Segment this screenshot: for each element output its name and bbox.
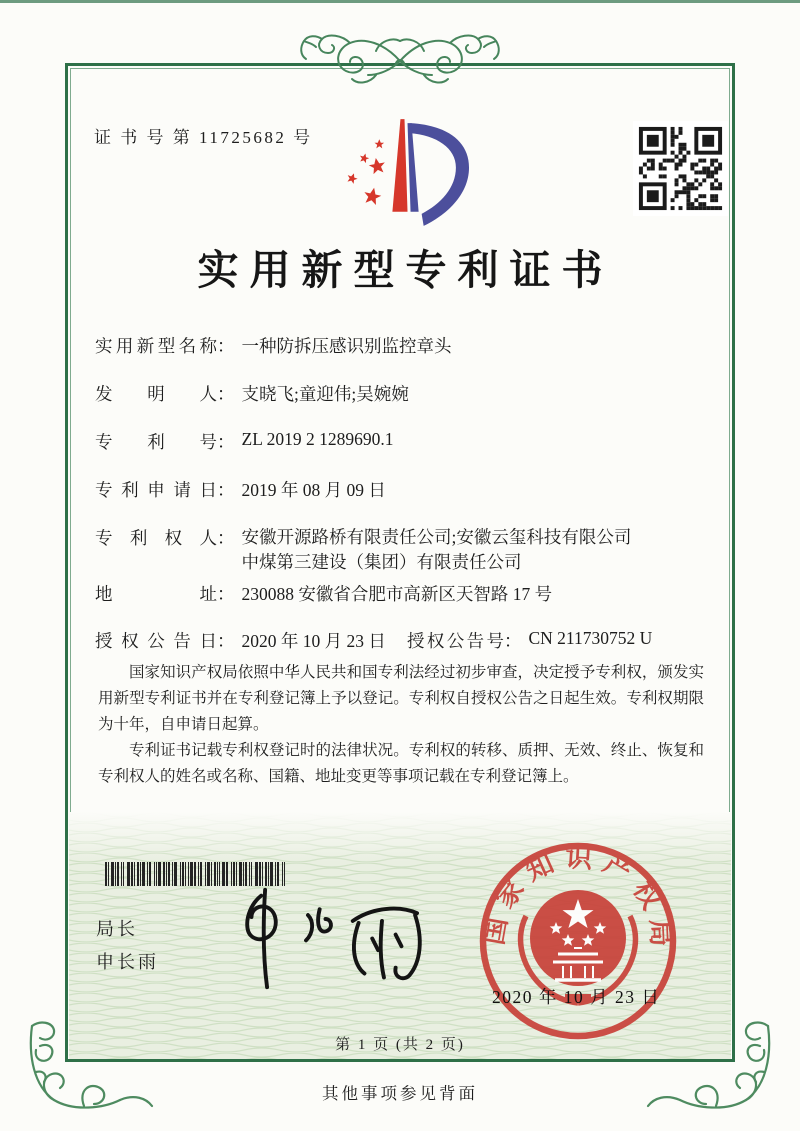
field-colon: ： [217,336,235,356]
field-label: 授权公告日 [95,631,217,651]
officer-name: 申长雨 [96,952,159,972]
field-value: 230088 安徽省合肥市高新区天智路 17 号 [241,584,553,604]
corner-flourish-icon [24,1016,164,1111]
field-value: 支晓飞;童迎伟;吴婉婉 [241,384,409,404]
field-label: 发明人 [95,384,217,404]
field-colon: ： [217,480,235,500]
field-label: 授权公告号 [407,631,504,651]
field-colon: ： [217,384,235,404]
dragon-ornament-icon [280,29,520,89]
field-grant-row [95,628,705,653]
certificate-title: 实用新型专利证书 [197,247,614,293]
field-colon: ： [504,631,522,651]
field-value: 一种防拆压感识别监控章头 [241,336,452,356]
field-patent-number [95,429,393,454]
field-label: 专利号 [95,432,217,452]
field-inventor [95,381,409,406]
page-number: 第 1 页 (共 2 页) [335,1037,465,1053]
legal-text [98,660,704,790]
legal-paragraph-1: 国家知识产权局依照中华人民共和国专利法经过初步审查，决定授予专利权，颁发实用新型专利证书并在专利登记簿上予以登记。专利权自授权公告之日起生效。专利权期限为十年，自申请日起算。 [98,664,704,733]
certificate-number: 证 书 号 第 11725682 号 [94,128,313,147]
field-value: 2020 年 10 月 23 日 [241,631,386,651]
field-patentee [95,525,631,575]
field-colon: ： [217,584,235,604]
field-address [95,581,552,606]
seal-date: 2020 年 10 月 23 日 [492,987,661,1007]
officer-title: 局长 [96,919,138,939]
field-filing-date [95,477,386,502]
seal-ring-text: 国家知识产权局 [478,842,677,956]
cnipa-logo-icon [322,111,487,237]
patentee-line-2: 中煤第三建设（集团）有限责任公司 [241,552,522,572]
field-label: 专利权人 [95,528,217,548]
field-label: 实用新型名称 [95,336,217,356]
field-label: 地址 [95,584,217,604]
field-grant-number [407,628,652,653]
back-side-note: 其他事项参见背面 [322,1084,478,1103]
field-value: 2019 年 08 月 09 日 [241,480,386,500]
field-value: ZL 2019 2 1289690.1 [241,429,394,449]
field-utility-model-name [95,333,452,358]
field-label: 专利申请日 [95,480,217,500]
director-signature-handwriting [218,882,433,994]
official-seal-icon [473,838,683,1048]
field-value: CN 211730752 U [528,628,653,648]
qr-code-icon [633,121,728,216]
scan-edge-line [0,0,800,3]
field-colon: ： [217,432,235,452]
patentee-line-1: 安徽开源路桥有限责任公司;安徽云玺科技有限公司 [241,527,632,547]
legal-paragraph-2: 专利证书记载专利权登记时的法律状况。专利权的转移、质押、无效、终止、恢复和专利权人的姓名或名称、国籍、地址变更等事项记载在专利登记簿上。 [98,742,704,785]
field-value [242,525,632,575]
field-colon: ： [217,528,235,548]
field-colon: ： [217,631,235,651]
